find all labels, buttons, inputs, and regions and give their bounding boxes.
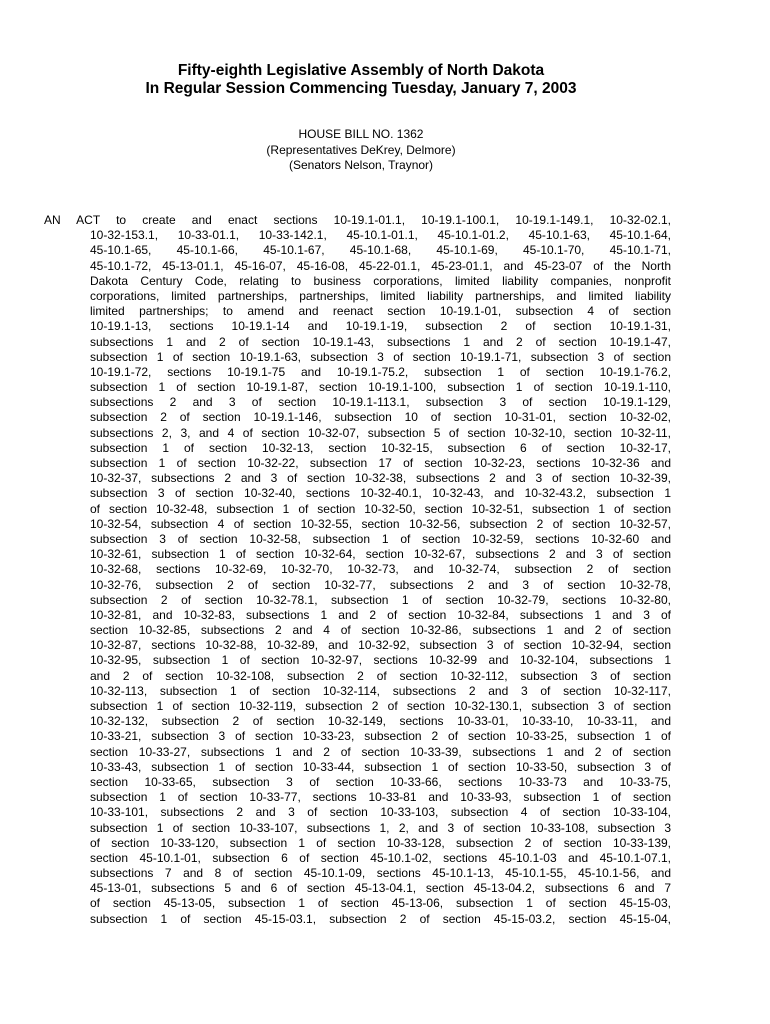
act-text-line: AN ACT to create and enact sections 10-19.1-01.1, 10-19.1-100.1, 10-19.1-149.1, 10-32-02.1,: [44, 213, 671, 227]
act-text-line: subsections 7 and 8 of section 45-10.1-09, sections 45-10.1-13, 45-10.1-55, 45-10.1-56, and: [90, 866, 671, 881]
act-text-line: of section 45-13-05, subsection 1 of section 45-13-06, subsection 1 of section 45-15-03,: [90, 896, 671, 911]
act-text-line: 10-32-132, subsection 2 of section 10-32-149, sections 10-33-01, 10-33-10, 10-33-11, and: [90, 714, 671, 729]
bill-header: [0, 127, 722, 174]
act-text-line: 45-13-01, subsections 5 and 6 of section 45-13-04.1, section 45-13-04.2, subsections 6 and 7: [90, 881, 671, 896]
act-text-line: 10-19.1-13, sections 10-19.1-14 and 10-19.1-19, subsection 2 of section 10-19.1-31,: [90, 319, 671, 334]
act-text-line: Dakota Century Code, relating to business corporations, limited liability companies, nonprofit: [90, 273, 671, 288]
act-text-line: subsection 1 of section 10-19.1-63, subsection 3 of section 10-19.1-71, subsection 3 of section: [90, 349, 671, 364]
act-text-line: 10-32-68, sections 10-32-69, 10-32-70, 10-32-73, and 10-32-74, subsection 2 of section: [90, 562, 671, 577]
act-text-line: subsection 1 of section 10-19.1-87, section 10-19.1-100, subsection 1 of section 10-19.1-110,: [90, 380, 671, 395]
act-text-line: section 10-33-27, subsections 1 and 2 of section 10-33-39, subsections 1 and 2 of section: [90, 744, 671, 759]
page-title: [0, 62, 722, 98]
act-text-line: section 10-33-65, subsection 3 of section 10-33-66, sections 10-33-73 and 10-33-75,: [90, 774, 671, 789]
act-body: [44, 213, 671, 927]
act-text-line: subsections 2 and 3 of section 10-19.1-113.1, subsection 3 of section 10-19.1-129,: [90, 395, 671, 410]
act-text-line: of section 10-33-120, subsection 1 of section 10-33-128, subsection 2 of section 10-33-139,: [90, 835, 671, 850]
act-text-line: 10-32-76, subsection 2 of section 10-32-77, subsections 2 and 3 of section 10-32-78,: [90, 577, 671, 592]
bill-number: HOUSE BILL NO. 1362: [298, 127, 424, 141]
act-text-line: section 10-32-85, subsections 2 and 4 of section 10-32-86, subsections 1 and 2 of section: [90, 623, 671, 638]
act-text-line: and 2 of section 10-32-108, subsection 2 of section 10-32-112, subsection 3 of section: [90, 668, 671, 683]
act-text-line: 45-10.1-65, 45-10.1-66, 45-10.1-67, 45-10.1-68, 45-10.1-69, 45-10.1-70, 45-10.1-71,: [90, 243, 671, 258]
act-text-line: 10-32-61, subsection 1 of section 10-32-64, section 10-32-67, subsections 2 and 3 of section: [90, 547, 671, 562]
act-text-line: 10-33-43, subsection 1 of section 10-33-44, subsection 1 of section 10-33-50, subsection 3 of: [90, 759, 671, 774]
act-text-line: subsections 2, 3, and 4 of section 10-32-07, subsection 5 of section 10-32-10, section 10-32-11,: [90, 425, 671, 440]
act-text-line: subsection 3 of section 10-32-58, subsection 1 of section 10-32-59, sections 10-32-60 and: [90, 531, 671, 546]
act-text-line: 10-33-101, subsections 2 and 3 of section 10-33-103, subsection 4 of section 10-33-104,: [90, 805, 671, 820]
act-text-line: of section 10-32-48, subsection 1 of section 10-32-50, section 10-32-51, subsection 1 of section: [90, 501, 671, 516]
act-text-line: subsections 1 and 2 of section 10-19.1-43, subsections 1 and 2 of section 10-19.1-47,: [90, 334, 671, 349]
act-text-line: subsection 1 of section 10-32-13, section 10-32-15, subsection 6 of section 10-32-17,: [90, 440, 671, 455]
act-text-line: 10-32-37, subsections 2 and 3 of section 10-32-38, subsections 2 and 3 of section 10-32-39,: [90, 471, 671, 486]
act-text-line: 10-32-87, sections 10-32-88, 10-32-89, and 10-32-92, subsection 3 of section 10-32-94, section: [90, 638, 671, 653]
act-text-line: 10-32-113, subsection 1 of section 10-32-114, subsections 2 and 3 of section 10-32-117,: [90, 683, 671, 698]
act-text-line: 45-10.1-72, 45-13-01.1, 45-16-07, 45-16-08, 45-22-01.1, 45-23-01.1, and 45-23-07 of the North: [90, 258, 671, 273]
act-text-line: limited partnerships; to amend and reenact section 10-19.1-01, subsection 4 of section: [90, 304, 671, 319]
act-text-line: 10-33-21, subsection 3 of section 10-33-23, subsection 2 of section 10-33-25, subsection 1 of: [90, 729, 671, 744]
act-text-line: subsection 1 of section 10-32-119, subsection 2 of section 10-32-130.1, subsection 3 of section: [90, 699, 671, 713]
title-line-2: In Regular Session Commencing Tuesday, January 7, 2003: [145, 80, 577, 97]
title-line-1: Fifty-eighth Legislative Assembly of North Dakota: [177, 62, 545, 79]
act-text-line: 10-32-153.1, 10-33-01.1, 10-33-142.1, 45-10.1-01.1, 45-10.1-01.2, 45-10.1-63, 45-10.1-64,: [90, 228, 671, 243]
senators-line: (Senators Nelson, Traynor): [288, 158, 434, 172]
act-text-line: corporations, limited partnerships, partnerships, limited liability partnerships, and limited liability: [90, 288, 671, 303]
act-text-line: section 45-10.1-01, subsection 6 of section 45-10.1-02, sections 45-10.1-03 and 45-10.1-07.1,: [90, 850, 671, 865]
act-text-line: subsection 3 of section 10-32-40, sections 10-32-40.1, 10-32-43, and 10-32-43.2, subsection 1: [90, 486, 671, 501]
act-text-line: subsection 1 of section 45-15-03.1, subsection 2 of section 45-15-03.2, section 45-15-04,: [90, 911, 671, 926]
act-text-line: 10-19.1-72, sections 10-19.1-75 and 10-19.1-75.2, subsection 1 of section 10-19.1-76.2,: [90, 364, 671, 379]
act-text-line: 10-32-81, and 10-32-83, subsections 1 and 2 of section 10-32-84, subsections 1 and 3 of: [90, 607, 671, 622]
act-text-line: subsection 2 of section 10-32-78.1, subsection 1 of section 10-32-79, sections 10-32-80,: [90, 592, 671, 607]
act-text-line: subsection 2 of section 10-19.1-146, subsection 10 of section 10-31-01, section 10-32-02,: [90, 410, 671, 425]
act-text-line: 10-32-54, subsection 4 of section 10-32-55, section 10-32-56, subsection 2 of section 10-32-57,: [90, 516, 671, 531]
representatives-line: (Representatives DeKrey, Delmore): [266, 142, 456, 157]
act-text-line: subsection 1 of section 10-33-77, sections 10-33-81 and 10-33-93, subsection 1 of section: [90, 790, 671, 805]
act-text-line: subsection 1 of section 10-33-107, subsections 1, 2, and 3 of section 10-33-108, subsection 3: [90, 820, 671, 835]
act-text-line: 10-32-95, subsection 1 of section 10-32-97, sections 10-32-99 and 10-32-104, subsections 1: [90, 653, 671, 668]
act-text-line: subsection 1 of section 10-32-22, subsection 17 of section 10-32-23, sections 10-32-36 and: [90, 456, 671, 470]
